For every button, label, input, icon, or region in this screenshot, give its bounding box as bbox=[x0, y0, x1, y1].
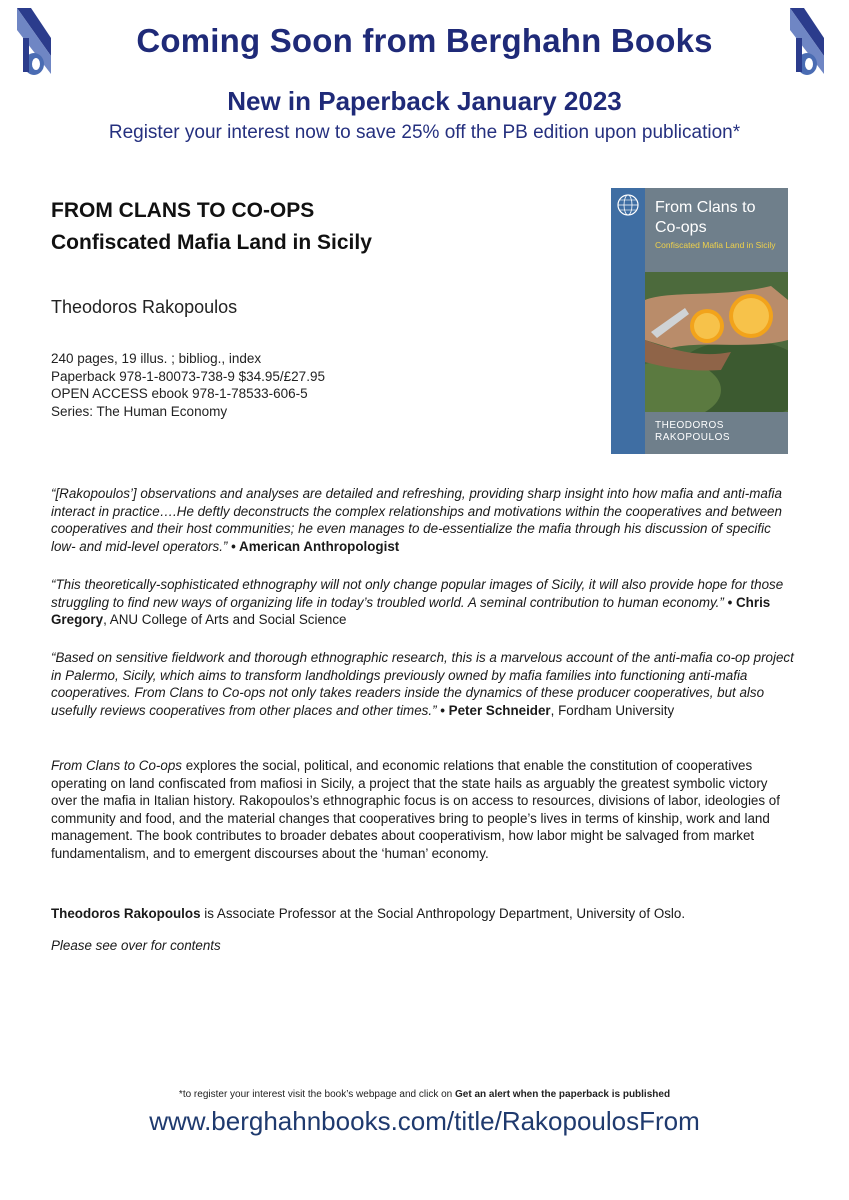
details-pages: 240 pages, 19 illus. ; bibliog., index bbox=[51, 351, 262, 366]
author-bio bbox=[51, 905, 796, 923]
footnote-bold: Get an alert when the paperback is published bbox=[455, 1089, 671, 1100]
book-description bbox=[51, 757, 796, 863]
book-url-link[interactable]: www.berghahnbooks.com/title/RakopoulosFrom bbox=[149, 1106, 700, 1136]
description-title: From Clans to Co-ops bbox=[51, 758, 182, 773]
review-quote: “[Rakopoulos’] observations and analyses are detailed and refreshing, providing sharp insight into how mafia and anti-mafia interact in practice….He deftly deconstructs the complex relationships and motivations within the cooperatives and between cooperatives and their host communities; he even manages to de-essentialize the mafia through his discussion of specific low- and mid-level operators.” bbox=[51, 486, 782, 554]
cover-series-bar bbox=[611, 188, 645, 454]
book-title bbox=[51, 195, 372, 259]
review-quote: “This theoretically-sophisticated ethnography will not only change popular images of Sicily, it will also provide hope for those struggling to find new ways of organizing life in today’s troubled world. A seminal contribution to human economy.” bbox=[51, 577, 784, 610]
review-affiliation: , Fordham University bbox=[550, 702, 675, 718]
cover-author-line2: RAKOPOULOS bbox=[655, 432, 731, 443]
cover-title: From Clans to Co-ops bbox=[655, 199, 756, 236]
review-source: American Anthropologist bbox=[239, 538, 400, 554]
cover-subtitle: Confiscated Mafia Land in Sicily bbox=[655, 240, 776, 250]
footnote bbox=[0, 1089, 849, 1100]
cover-author bbox=[655, 420, 730, 444]
book-author: Theodoros Rakopoulos bbox=[51, 297, 238, 317]
book-title-line1: FROM CLANS TO CO-OPS bbox=[51, 199, 315, 222]
review-chris-gregory bbox=[51, 576, 796, 629]
review-quote: “Based on sensitive fieldwork and thorough ethnographic research, this is a marvelous account of the anti-mafia co-op project in Palermo, Sicily, which aims to transform landholdings previously owned by mafia families into functioning anti-mafia cooperatives. From Clans to Co-ops not only takes readers inside the dynamics of these producer cooperatives, but also usefully reviews cooperatives from other places and other times.” bbox=[51, 650, 794, 718]
details-paperback: Paperback 978-1-80073-738-9 $34.95/£27.95 bbox=[51, 368, 325, 384]
book-details bbox=[51, 350, 325, 420]
review-separator: • bbox=[227, 538, 240, 554]
bio-name: Theodoros Rakopoulos bbox=[51, 906, 201, 921]
page-headline: Coming Soon from Berghahn Books bbox=[136, 22, 713, 59]
review-peter-schneider bbox=[51, 649, 796, 719]
bio-text: is Associate Professor at the Social Anthropology Department, University of Oslo. bbox=[200, 906, 686, 921]
globe-icon bbox=[617, 194, 639, 216]
review-source: Chris Gregory bbox=[51, 594, 771, 628]
details-series: Series: The Human Economy bbox=[51, 403, 228, 419]
review-separator: • bbox=[436, 702, 449, 718]
review-american-anthropologist bbox=[51, 485, 796, 555]
review-affiliation: , ANU College of Arts and Social Science bbox=[103, 612, 347, 628]
details-ebook: OPEN ACCESS ebook 978-1-78533-606-5 bbox=[51, 386, 308, 402]
book-cover bbox=[611, 188, 788, 454]
page-subheadline: New in Paperback January 2023 bbox=[227, 86, 622, 116]
review-separator: • bbox=[723, 594, 737, 610]
book-title-line2: Confiscated Mafia Land in Sicily bbox=[51, 231, 372, 254]
see-over-note: Please see over for contents bbox=[51, 938, 221, 953]
promo-text: Register your interest now to save 25% off the PB edition upon publication* bbox=[108, 122, 741, 143]
cover-author-line1: THEODOROS bbox=[655, 420, 724, 431]
review-source: Peter Schneider bbox=[448, 702, 551, 718]
footnote-text: *to register your interest visit the book’s webpage and click on bbox=[178, 1089, 455, 1100]
description-text: explores the social, political, and economic relations that enable the constitution of cooperatives operating on land confiscated from mafiosi in Sicily, a project that the state hails as arguably the greatest symbolic victory over the mafia in Italian history. Rakopoulos’s ethnographic focus is on access to resources, divisions of labor, ideologies of community and food, and the material changes that cooperatives bring to people’s lives in terms of kinship, work and land management. The book contributes to broader debates about cooperativism, how labor might be salvaged from market fundamentalism, and to emergent discourses about the ‘human’ economy. bbox=[51, 758, 780, 861]
